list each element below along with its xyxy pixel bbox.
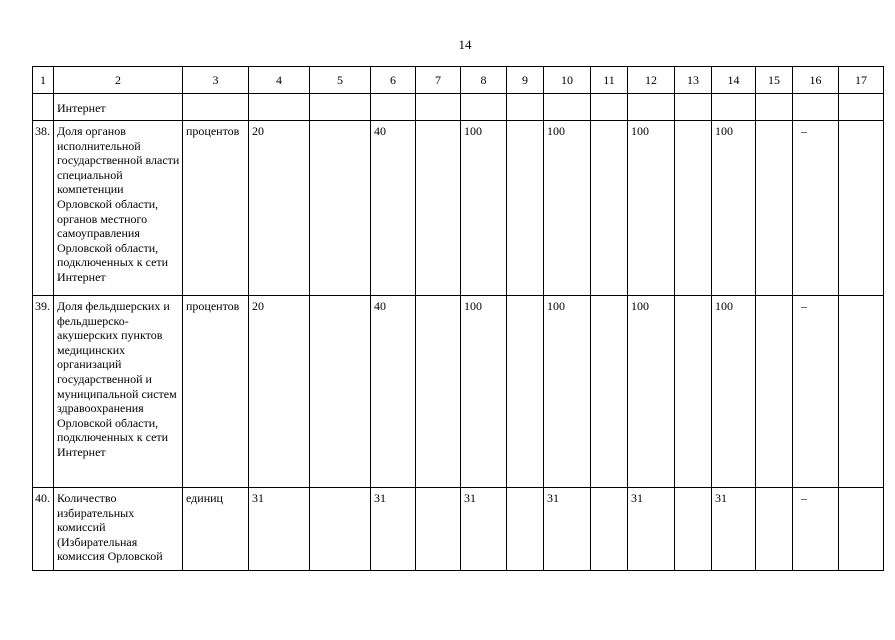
value-cell (416, 296, 461, 488)
unit-cell (183, 94, 249, 121)
header-cell: 4 (249, 67, 310, 94)
value-cell: – (793, 296, 839, 488)
header-cell: 2 (54, 67, 183, 94)
value-cell (793, 94, 839, 121)
value-cell (839, 296, 884, 488)
value-cell (839, 488, 884, 571)
value-cell (628, 94, 675, 121)
value-cell: 31 (249, 488, 310, 571)
value-cell (310, 94, 371, 121)
value-cell (675, 121, 712, 296)
header-cell: 6 (371, 67, 416, 94)
row-number-cell (33, 94, 54, 121)
value-cell: 100 (544, 121, 591, 296)
value-cell (310, 296, 371, 488)
row-number-cell: 39. (33, 296, 54, 488)
table-row-continuation (33, 94, 884, 121)
value-cell (839, 94, 884, 121)
value-cell (507, 121, 544, 296)
value-cell (310, 121, 371, 296)
value-cell: 100 (544, 296, 591, 488)
value-cell (756, 296, 793, 488)
header-cell: 17 (839, 67, 884, 94)
value-cell: 31 (371, 488, 416, 571)
value-cell (675, 488, 712, 571)
page-number: 14 (458, 37, 472, 52)
value-cell (756, 488, 793, 571)
value-cell: – (793, 121, 839, 296)
table-row (33, 488, 884, 571)
header-cell: 11 (591, 67, 628, 94)
value-cell: 100 (628, 121, 675, 296)
value-cell (591, 94, 628, 121)
value-cell: 100 (461, 121, 507, 296)
header-cell: 15 (756, 67, 793, 94)
header-cell: 12 (628, 67, 675, 94)
value-cell (839, 121, 884, 296)
value-cell: 31 (628, 488, 675, 571)
value-cell (416, 94, 461, 121)
value-cell: 100 (712, 296, 756, 488)
header-cell: 13 (675, 67, 712, 94)
header-cell: 16 (793, 67, 839, 94)
value-cell: 31 (461, 488, 507, 571)
header-cell: 14 (712, 67, 756, 94)
indicator-name-cell: Доля органов исполнительной государственной власти специальной компетенции Орловской области, органов местного самоуправления Орловской области, подключенных к сети Интернет (54, 121, 183, 296)
value-cell (249, 94, 310, 121)
value-cell (507, 94, 544, 121)
header-cell: 10 (544, 67, 591, 94)
row-number-cell: 40. (33, 488, 54, 571)
value-cell: 31 (544, 488, 591, 571)
indicator-name-cell: Количество избирательных комиссий (Избирательная комиссия Орловской (54, 488, 183, 571)
indicators-table (32, 66, 884, 571)
value-cell (310, 488, 371, 571)
value-cell (591, 121, 628, 296)
value-cell: 100 (628, 296, 675, 488)
header-cell: 7 (416, 67, 461, 94)
header-cell: 9 (507, 67, 544, 94)
value-cell (756, 94, 793, 121)
value-cell (416, 488, 461, 571)
header-cell: 1 (33, 67, 54, 94)
header-cell: 5 (310, 67, 371, 94)
value-cell (507, 296, 544, 488)
table-header-row (33, 67, 884, 94)
value-cell: 31 (712, 488, 756, 571)
indicator-name-cell: Доля фельдшерских и фельдшерско-акушерских пунктов медицинских организаций государственной и муниципальной систем здравоохранения Орловской области, подключенных к сети Интернет (54, 296, 183, 488)
row-number-cell: 38. (33, 121, 54, 296)
value-cell (591, 296, 628, 488)
unit-cell: единиц (183, 488, 249, 571)
value-cell: 40 (371, 296, 416, 488)
value-cell (756, 121, 793, 296)
unit-cell: процентов (183, 296, 249, 488)
value-cell: 40 (371, 121, 416, 296)
value-cell: 20 (249, 121, 310, 296)
header-cell: 3 (183, 67, 249, 94)
table-row (33, 121, 884, 296)
value-cell (712, 94, 756, 121)
value-cell (371, 94, 416, 121)
unit-cell: процентов (183, 121, 249, 296)
value-cell: 20 (249, 296, 310, 488)
table-row (33, 296, 884, 488)
value-cell (675, 296, 712, 488)
value-cell (675, 94, 712, 121)
value-cell (507, 488, 544, 571)
value-cell (591, 488, 628, 571)
value-cell: 100 (461, 296, 507, 488)
value-cell (416, 121, 461, 296)
value-cell: – (793, 488, 839, 571)
indicator-name-cell: Интернет (54, 94, 183, 121)
header-cell: 8 (461, 67, 507, 94)
value-cell (544, 94, 591, 121)
value-cell (461, 94, 507, 121)
value-cell: 100 (712, 121, 756, 296)
